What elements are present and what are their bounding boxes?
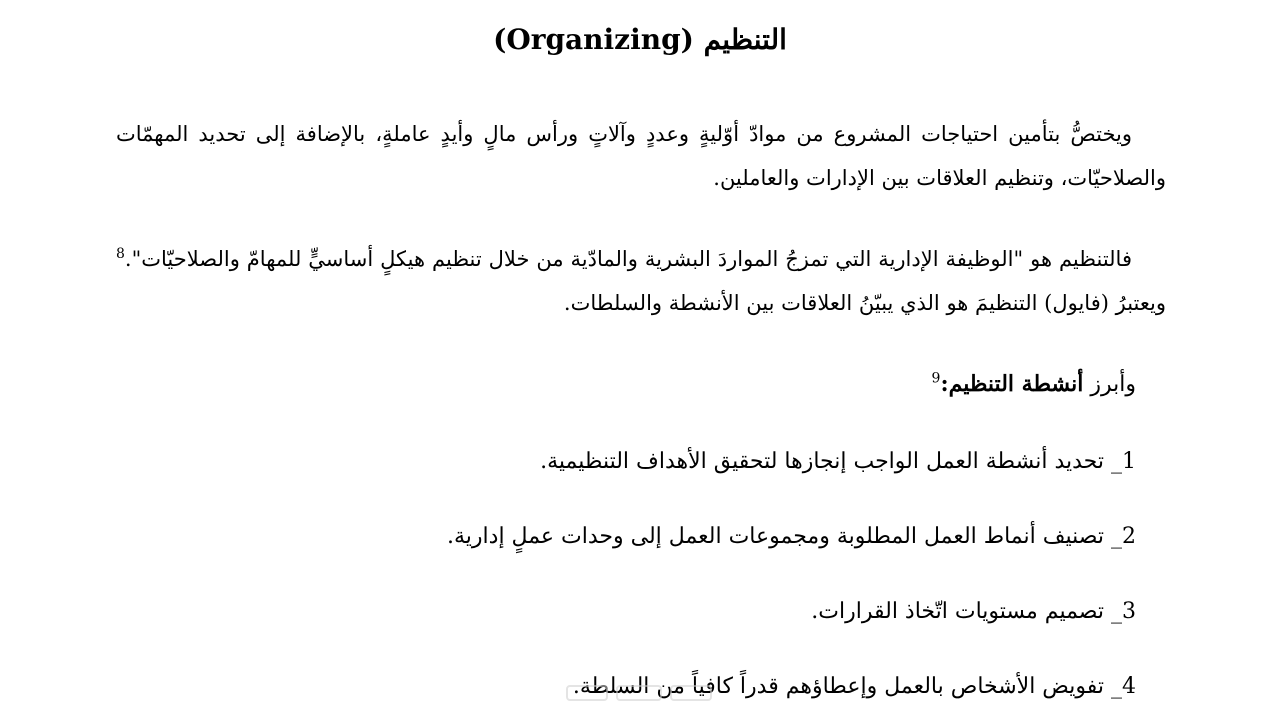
list-item: 1_ تحديد أنشطة العمل الواجب إنجازها لتحقيق الأهداف التنظيمية. [540, 449, 1136, 474]
paragraph-2 [116, 237, 1166, 325]
paragraph-1: ويختصُّ بتأمين احتياجات المشروع من موادّ أوّليةٍ وعددٍ وآلاتٍ ورأس مالٍ وأيدٍ عاملةٍ، بالإضافة إلى تحديد المهمّات والصلاحيّات، وتنظيم العلاقات بين الإدارات والعاملين. [116, 122, 1166, 190]
page-title: التنظيم (Organizing) [493, 23, 787, 56]
list-item: 2_ تصنيف أنماط العمل المطلوبة ومجموعات العمل إلى وحدات عملٍ إدارية. [447, 524, 1136, 549]
list-item: 4_ تفويض الأشخاص بالعمل وإعطاؤهم قدراً كافياً من السلطة. [572, 674, 1136, 699]
heading-bold: أنشطة التنظيم: [940, 371, 1084, 397]
list-item: 3_ تصميم مستويات اتّخاذ القرارات. [811, 599, 1136, 624]
activities-heading [932, 362, 1136, 407]
footnote-9: 9 [931, 370, 941, 387]
footnote-8: 8 [116, 246, 125, 262]
paragraph-2-text-b: ويعتبرُ (فايول) التنظيمَ هو الذي يبيّنُ العلاقات بين الأنشطة والسلطات. [563, 291, 1166, 315]
paragraph-2-text-a: فالتنظيم هو "الوظيفة الإدارية التي تمزجُ المواردَ البشرية والمادّية من خلال تنظيم هيكلٍ أساسيٍّ للمهامّ والصلاحيّات". [124, 247, 1132, 271]
heading-prefix: وأبرز [1083, 372, 1136, 397]
